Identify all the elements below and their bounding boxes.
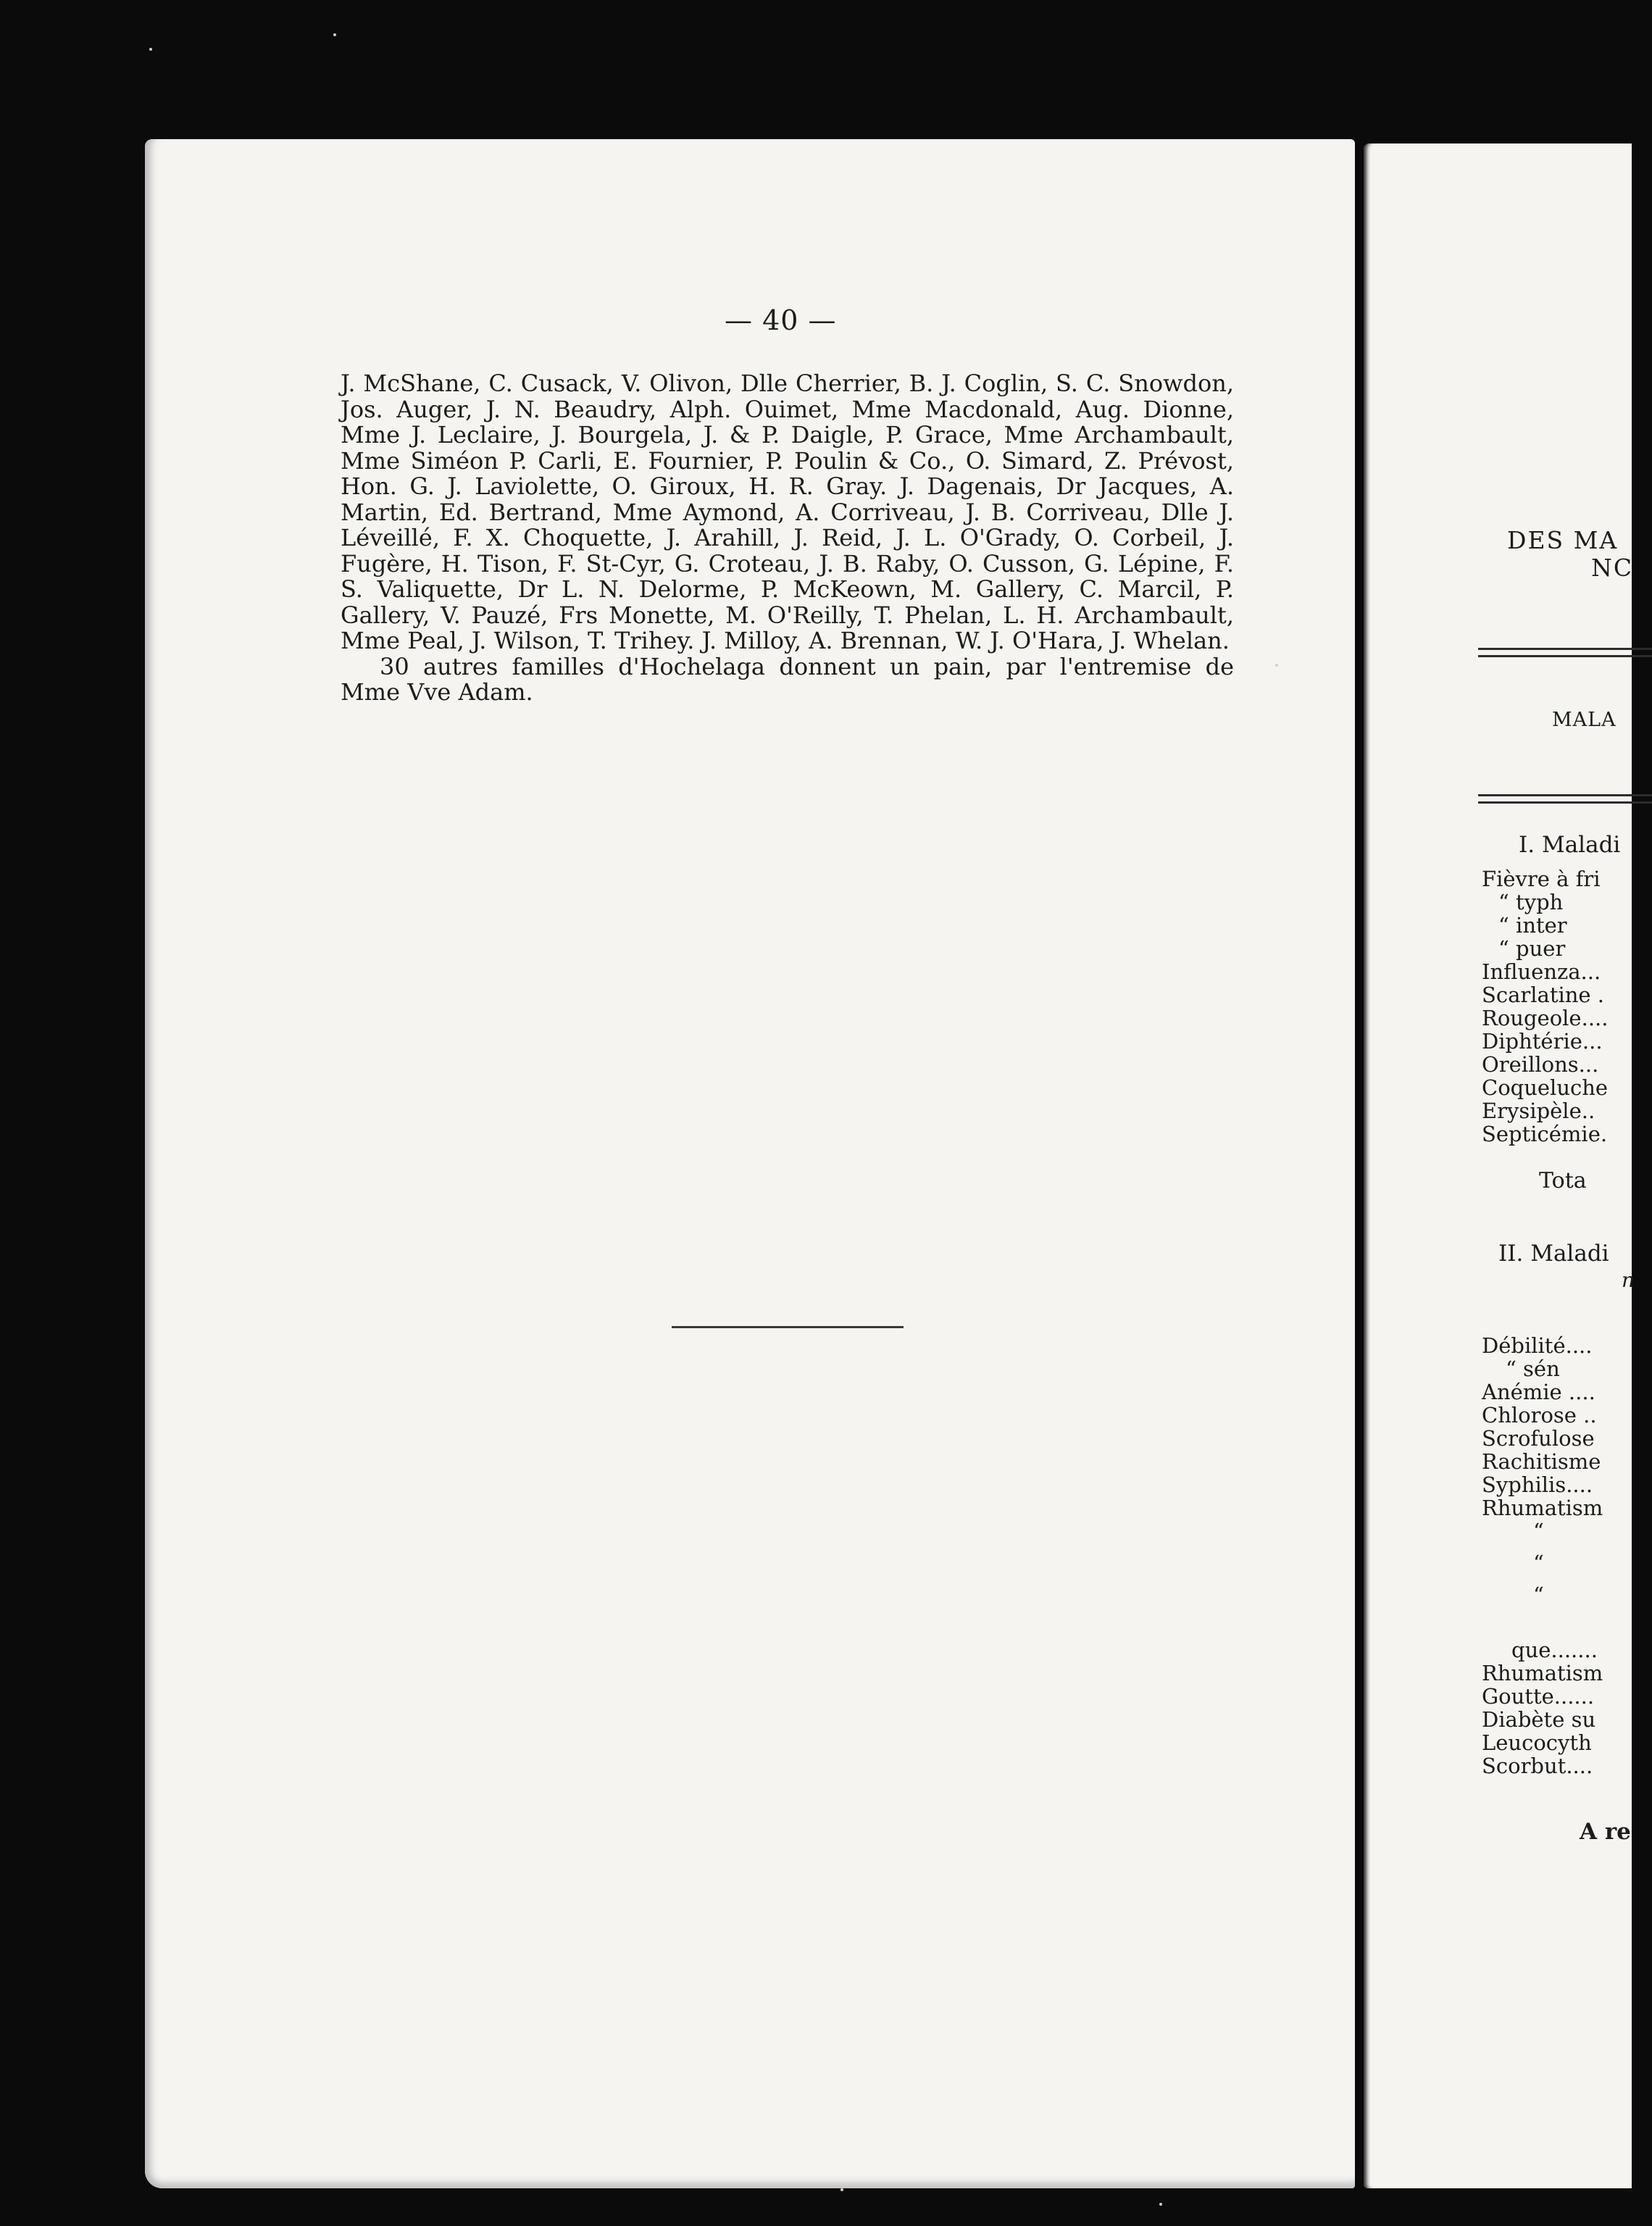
double-rule-bottom-2 [1478,801,1652,804]
section-1-item: Erysipèle.. [1482,1099,1595,1123]
scan-speck [840,2188,843,2191]
section-2-title: II. Maladi [1498,1241,1609,1267]
double-rule-bottom-1 [1478,794,1652,796]
section-2-item: “ sén [1506,1356,1560,1381]
section-1-item: “ typh [1498,890,1564,914]
section-1-item: Septicémie. [1482,1122,1608,1146]
section-2-item: Rhumatism [1482,1496,1603,1520]
right-page [1364,143,1632,2188]
scan-speck [1275,664,1278,667]
section-1-title: I. Maladi [1519,832,1621,858]
section-2-item: “ [1533,1583,1544,1607]
section-2-item: Chlorose .. [1482,1403,1597,1427]
donor-list-paragraph: J. McShane, C. Cusack, V. Olivon, Dlle Cherrier, B. J. Coglin, S. C. Snowdon, Jos. Auger, J. N. Beaudry, Alph. Ouimet, Mme Macdonald, Aug. Dionne, Mme J. Leclaire, J. Bourgela, J. & P. Daigle, P. Grace, Mme Archambault, Mme Siméon P. Carli, E. Fournier, P. Poulin & Co., O. Simard, Z. Prévost, Hon. G. J. Laviolette, O. Giroux, H. R. Gray. J. Dagenais, Dr Jacques, A. Martin, Ed. Bertrand, Mme Aymond, A. Corriveau, J. B. Corriveau, Dlle J. Léveillé, F. X. Choquette, J. Arahill, J. Reid, J. L. O'Grady, O. Corbeil, J. Fugère, H. Tison, F. St-Cyr, G. Croteau, J. B. Raby, O. Cusson, G. Lépine, F. S. Valiquette, Dr L. N. Delorme, P. McKeown, M. Gallery, C. Marcil, P. Gallery, V. Pauzé, Frs Monette, M. O'Reilly, T. Phelan, L. H. Archambault, Mme Peal, J. Wilson, T. Trihey. J. Milloy, A. Brennan, W. J. O'Hara, J. Whelan. [341,370,1234,654]
section-2-item: Anémie .... [1482,1380,1595,1404]
section-1-item: Scarlatine . [1482,983,1605,1007]
section-1-item: Rougeole.... [1482,1006,1609,1030]
section-1-item: “ inter [1498,913,1567,938]
section-2-item: “ [1533,1551,1544,1575]
closing-paragraph: 30 autres familles d'Hochelaga donnent un pain, par l'entremise de Mme Vve Adam. [341,652,1234,706]
body-text [341,371,1234,706]
section-2-item: “ [1533,1519,1544,1543]
section-2-item: Diabète su [1482,1707,1596,1732]
section-2-item: Scrofulose [1482,1426,1595,1451]
section-separator [672,1326,904,1328]
right-heading-line-3: MALA [1552,709,1616,731]
continuation-text: A re [1580,1819,1631,1845]
section-1-item: “ puer [1498,936,1566,961]
page-number: — 40 — [725,304,837,336]
section-2-subtitle: n [1622,1268,1635,1292]
section-2-item: Débilité.... [1482,1333,1593,1358]
double-rule-top-2 [1478,655,1652,657]
section-1-item: Diphtérie... [1482,1029,1603,1054]
section-1-total: Tota [1539,1168,1587,1193]
section-1-item: Coqueluche [1482,1075,1609,1100]
section-1-item: Fièvre à fri [1482,867,1601,891]
right-heading-line-2: NC [1591,554,1634,582]
section-2-item: Syphilis.... [1482,1472,1593,1497]
scan-speck [1159,2203,1162,2206]
section-2-item: Rachitisme [1482,1449,1601,1474]
section-2-item: Goutte...... [1482,1684,1595,1709]
section-2-item: Scorbut.... [1482,1754,1593,1778]
scan-speck [149,48,152,51]
section-2-item: Rhumatism [1482,1661,1603,1685]
right-heading-line-1: DES MA [1507,526,1619,554]
double-rule-top-1 [1478,648,1652,650]
section-2-item: Leucocyth [1482,1730,1592,1755]
scan-speck [333,33,336,36]
section-1-item: Oreillons... [1482,1052,1599,1077]
section-2-item: que....... [1511,1638,1598,1662]
section-1-item: Influenza... [1482,959,1601,984]
